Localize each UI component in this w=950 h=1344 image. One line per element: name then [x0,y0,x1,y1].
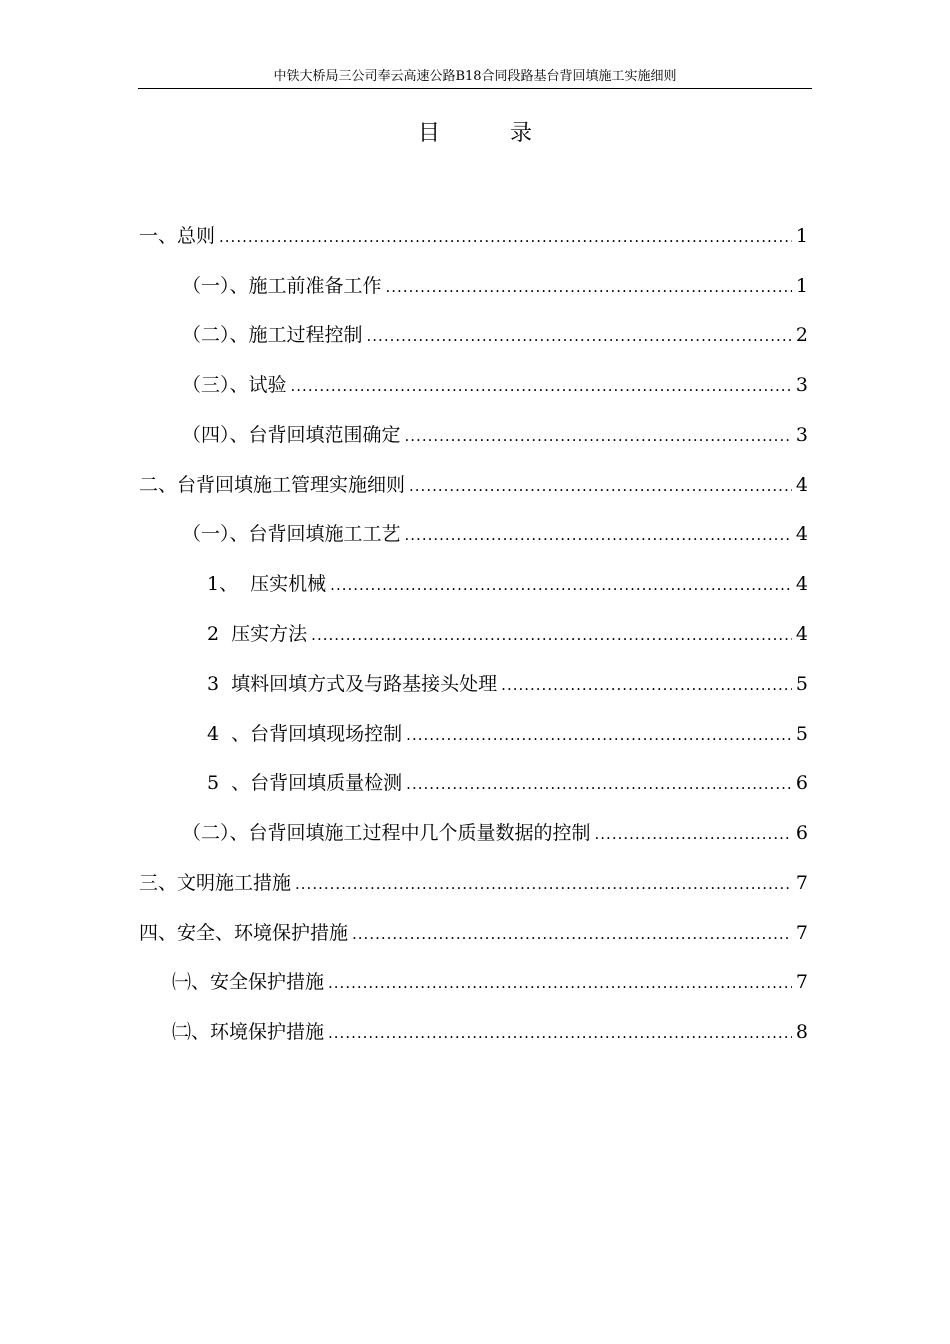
toc-entry[interactable] [139,222,808,250]
toc-title-part2: 录 [510,121,533,146]
toc-entry[interactable] [207,620,808,648]
toc-entry-label: 5 、台背回填质量检测 [207,772,403,794]
toc-entry[interactable] [182,520,808,548]
toc-title-part1: 目 [417,121,440,146]
toc-leader-dots [311,621,792,649]
toc-entry-label: 四、安全、环境保护措施 [139,922,349,944]
toc-leader-dots [501,671,792,699]
toc-entry-label: （一）、台背回填施工工艺 [182,523,401,545]
toc-entry-label: （四）、台背回填范围确定 [182,424,401,446]
toc-leader-dots [367,322,792,350]
toc-entry-page: 3 [795,424,808,446]
toc-leader-dots [295,870,792,898]
toc-entry-page: 7 [795,971,808,993]
toc-leader-dots [328,1019,792,1047]
toc-entry-page: 5 [795,673,808,695]
toc-entry[interactable] [172,1018,808,1046]
toc-entry-page: 8 [795,1021,808,1043]
toc-leader-dots [386,273,792,301]
running-header: 中铁大桥局三公司奉云高速公路B18合同段路基台背回填施工实施细则 [273,69,677,84]
toc-title [0,118,950,150]
toc-entry-page: 7 [795,922,808,944]
toc-entry-label: （二）、台背回填施工过程中几个质量数据的控制 [182,822,591,844]
toc-entry[interactable] [207,720,808,748]
toc-entry-label: 3 填料回填方式及与路基接头处理 [207,673,498,695]
toc-entry-page: 4 [795,474,808,496]
toc-entry-page: 6 [795,822,808,844]
toc-entry[interactable] [182,819,808,847]
toc-entry[interactable] [139,471,808,499]
toc-leader-dots [405,521,792,549]
toc-leader-dots [328,969,792,997]
toc-entry-label: 一、总则 [139,225,216,247]
toc-entry-label: （三）、试验 [182,374,287,396]
toc-entry-label: （一）、施工前准备工作 [182,275,382,297]
toc-leader-dots [409,472,792,500]
toc-entry-label: 1、 压实机械 [207,573,327,595]
toc-entry-label: ㈠、安全保护措施 [172,971,325,993]
toc-entry-page: 4 [795,623,808,645]
toc-entry[interactable] [207,670,808,698]
toc-leader-dots [291,372,792,400]
toc-entry[interactable] [182,272,808,300]
toc-entry-page: 3 [795,374,808,396]
toc-entry-page: 6 [795,772,808,794]
toc-entry[interactable] [207,769,808,797]
toc-entry[interactable] [172,968,808,996]
toc-entry-label: 二、台背回填施工管理实施细则 [139,474,406,496]
toc-entry-label: （二）、施工过程控制 [182,324,363,346]
toc-leader-dots [405,422,792,450]
header-rule [138,88,812,89]
toc-entry-label: ㈡、环境保护措施 [172,1021,325,1043]
toc-leader-dots [330,571,792,599]
toc-leader-dots [406,721,792,749]
toc-entry-page: 4 [795,523,808,545]
toc-entry-page: 2 [795,324,808,346]
toc-leader-dots [595,820,792,848]
toc-entry-page: 1 [795,225,808,247]
toc-entry[interactable] [139,919,808,947]
toc-entry-label: 4 、台背回填现场控制 [207,723,403,745]
toc-entry-page: 1 [795,275,808,297]
toc-entry[interactable] [182,421,808,449]
toc-entry-page: 7 [795,872,808,894]
toc-entry[interactable] [139,869,808,897]
toc-entry-page: 4 [795,573,808,595]
toc-leader-dots [219,223,792,251]
toc-entry[interactable] [182,371,808,399]
toc-entry[interactable] [182,321,808,349]
toc-entry-label: 2 压实方法 [207,623,308,645]
toc-leader-dots [406,770,792,798]
toc-entry[interactable] [207,570,808,598]
toc-entry-page: 5 [795,723,808,745]
toc-leader-dots [352,920,792,948]
toc-entry-label: 三、文明施工措施 [139,872,292,894]
